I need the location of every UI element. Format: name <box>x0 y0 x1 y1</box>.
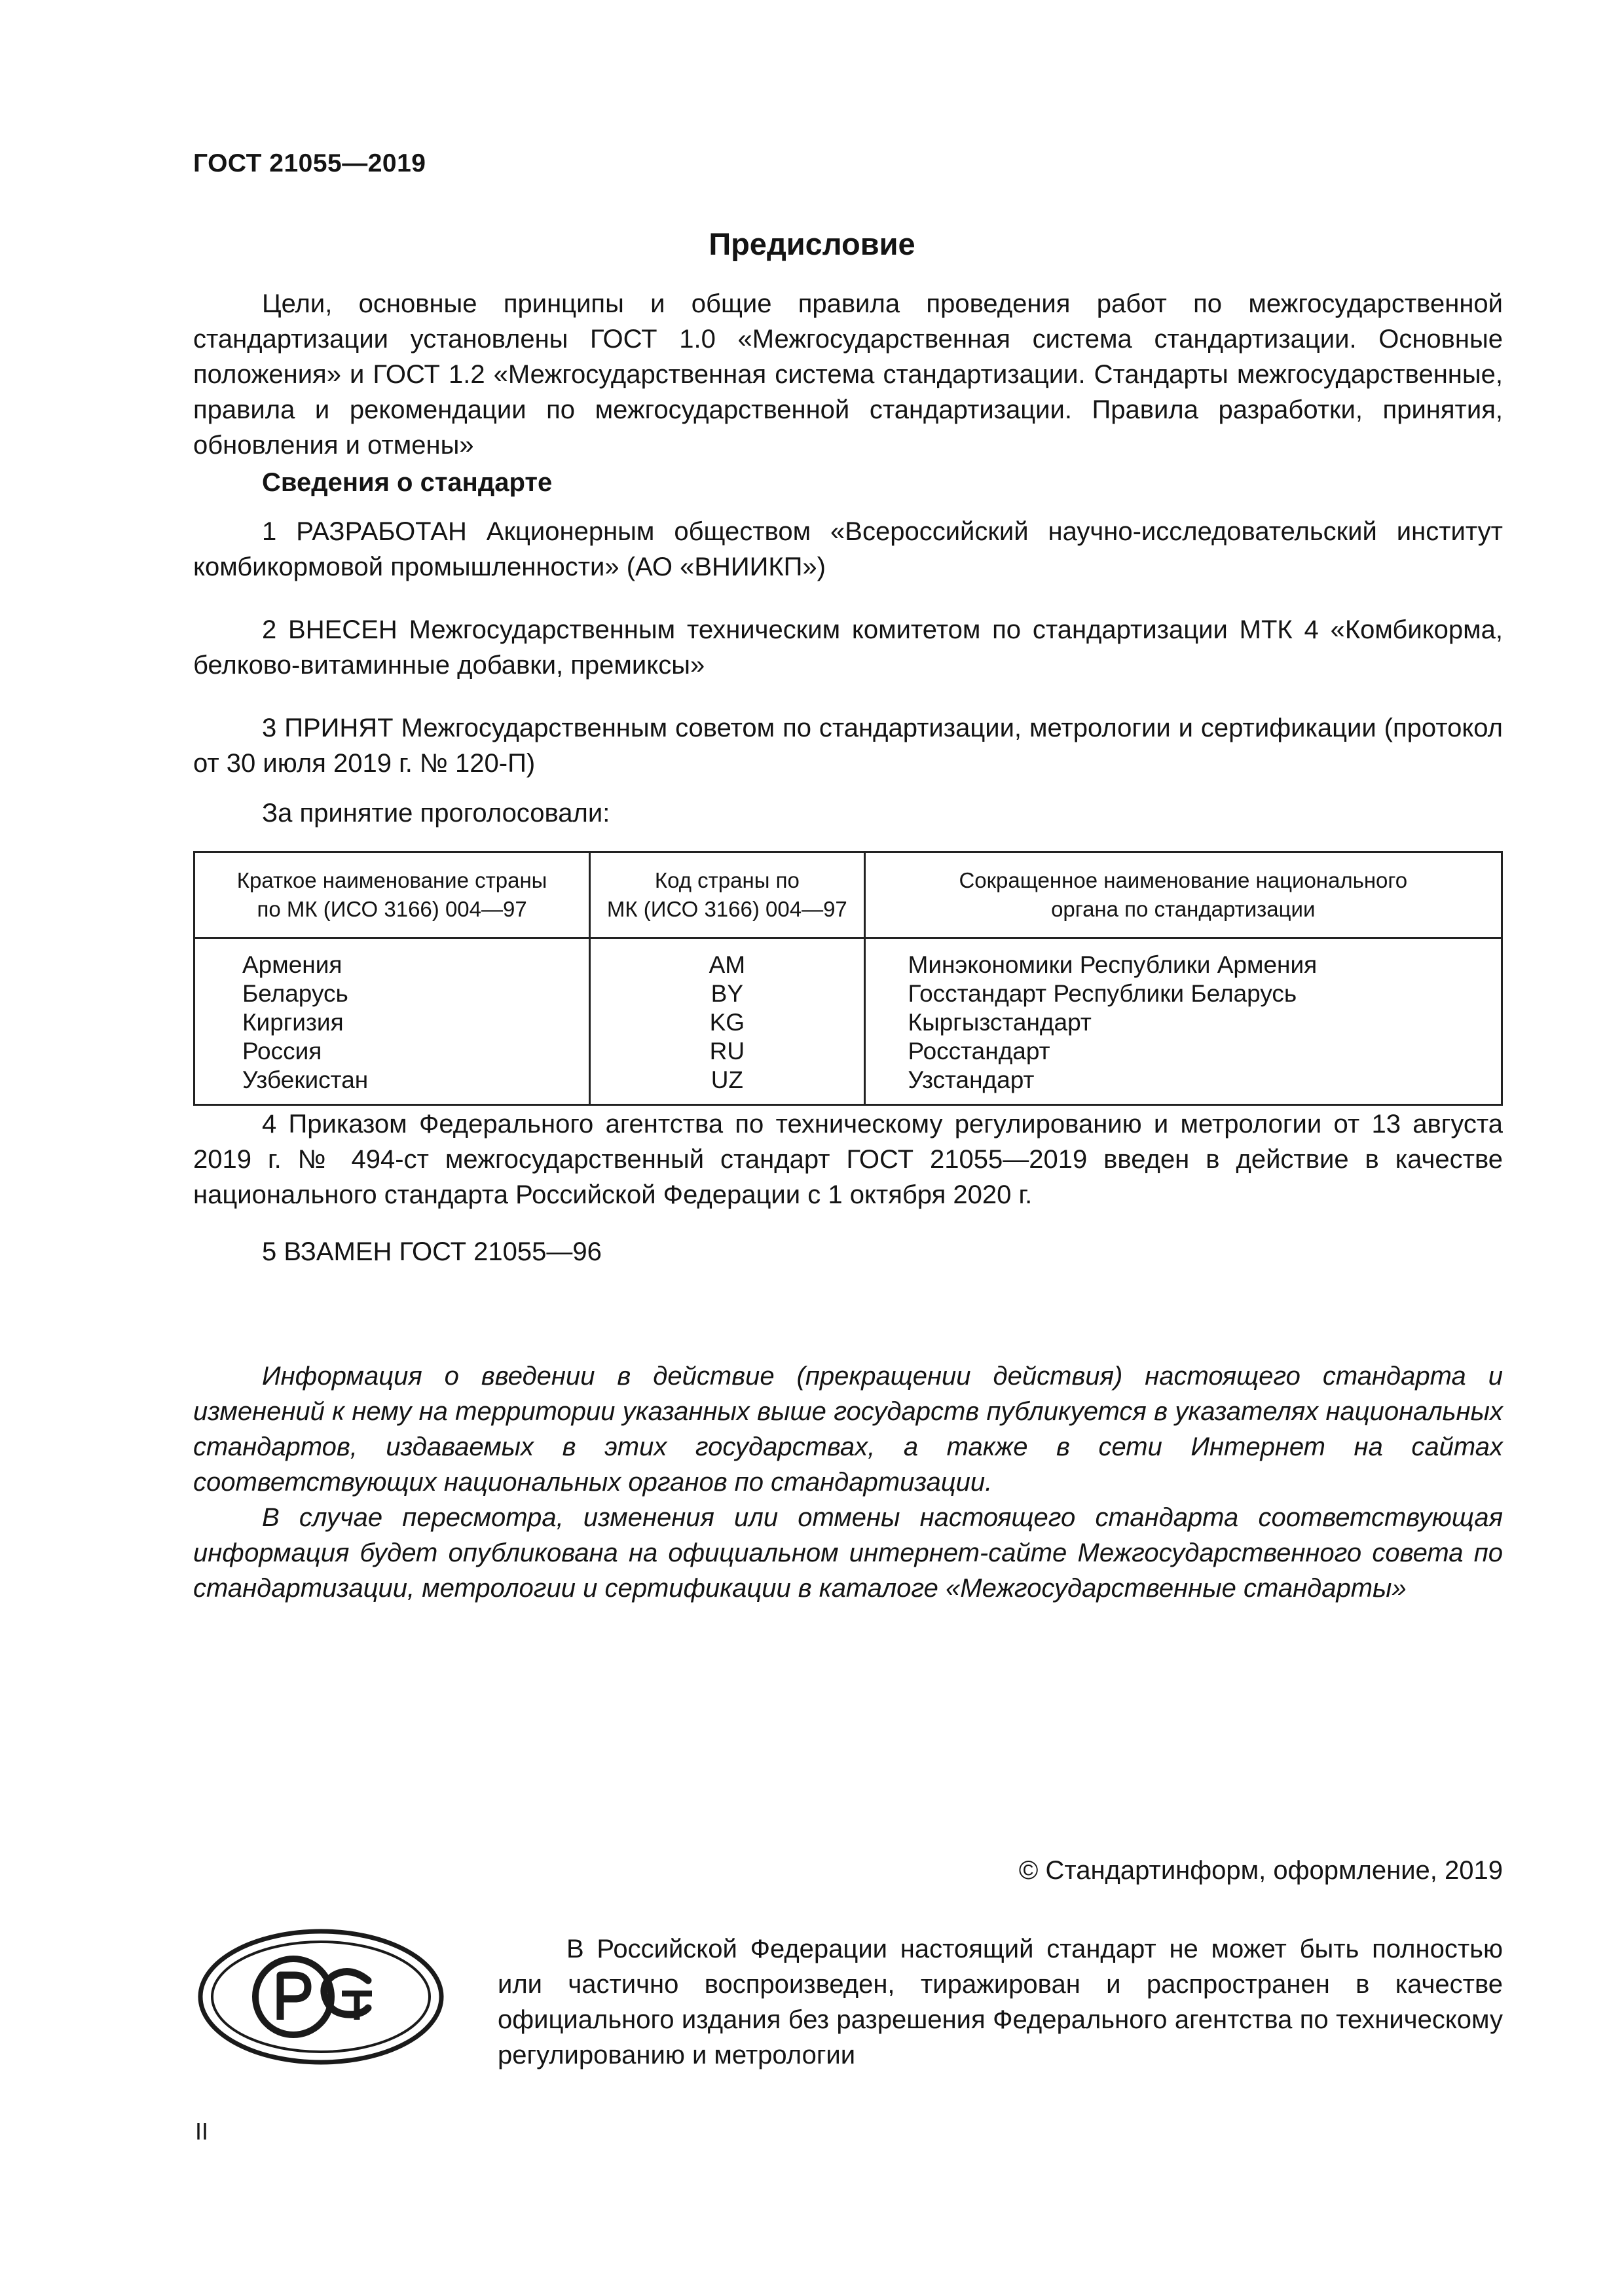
code-cell: BY <box>590 979 864 1008</box>
notice-revision: В случае пересмотра, изменения или отмены настоящего стандарта соответствующая информация будет опубликована на официальном интернет-сайте Межгосударственного совета по стандартизации, метрологии и сертификации в каталоге «Межгосударственные стандарты» <box>193 1503 1503 1603</box>
table-header-row <box>194 852 1502 938</box>
item-developed: 1 РАЗРАБОТАН Акционерным обществом «Всероссийский научно-исследовательский институт комбикормовой промышленности» (АО «ВНИИКП») <box>193 517 1503 581</box>
code-cell: RU <box>590 1037 864 1066</box>
copyright-line: © Стандартинформ, оформление, 2019 <box>1018 1856 1503 1885</box>
rights-notice: В Российской Федерации настоящий стандарт не может быть полностью или частично воспроизведен, тиражирован и распространен в качестве официального издания без разрешения Федерального агентства по техническому регулированию и метрологии <box>498 1935 1503 2069</box>
member-states-table <box>193 851 1503 1106</box>
country-cell: Киргизия <box>194 1008 590 1037</box>
organization-cell: Кыргызстандарт <box>864 1008 1502 1037</box>
header-organization: Сокращенное наименование национального органа по стандартизации <box>864 852 1502 938</box>
notice-publication: Информация о введении в действие (прекращении действия) настоящего стандарта и изменений к нему на территории указанных выше государств публикуется в указателях национальных стандартов, издаваемых в этих государствах, а также в сети Интернет на сайтах соответствующих национальных органов по стандартизации. <box>193 1362 1503 1497</box>
code-cell: KG <box>590 1008 864 1037</box>
organization-cell: Госстандарт Республики Беларусь <box>864 979 1502 1008</box>
header-code: Код страны по МК (ИСО 3166) 004—97 <box>590 852 864 938</box>
code-cell: AM <box>590 938 864 980</box>
rst-certification-mark-icon <box>196 1928 445 2066</box>
country-cell: Армения <box>194 938 590 980</box>
table-row <box>194 1008 1502 1037</box>
organization-cell: Минэкономики Республики Армения <box>864 938 1502 980</box>
vote-label: За принятие проголосовали: <box>262 799 610 828</box>
table-row <box>194 1037 1502 1066</box>
country-cell: Россия <box>194 1037 590 1066</box>
item-replaces: 5 ВЗАМЕН ГОСТ 21055—96 <box>262 1237 602 1266</box>
country-cell: Узбекистан <box>194 1066 590 1105</box>
document-number: ГОСТ 21055—2019 <box>193 149 426 177</box>
item-introduced: 2 ВНЕСЕН Межгосударственным техническим комитетом по стандартизации МТК 4 «Комбикорма, белково-витаминные добавки, премиксы» <box>193 615 1503 680</box>
page-title: Предисловие <box>709 227 915 261</box>
about-standard-heading: Сведения о стандарте <box>262 468 553 497</box>
item-order: 4 Приказом Федерального агентства по техническому регулированию и метрологии от 13 августа 2019 г. № 494-ст межгосударственный стандарт ГОСТ 21055—2019 введен в действие в качестве национального стандарта Российской Федерации с 1 октября 2020 г. <box>193 1110 1503 1209</box>
page-number: II <box>195 2118 209 2145</box>
table-row <box>194 938 1502 980</box>
table-row <box>194 979 1502 1008</box>
country-cell: Беларусь <box>194 979 590 1008</box>
organization-cell: Узстандарт <box>864 1066 1502 1105</box>
code-cell: UZ <box>590 1066 864 1105</box>
header-country: Краткое наименование страны по МК (ИСО 3166) 004—97 <box>194 852 590 938</box>
item-adopted: 3 ПРИНЯТ Межгосударственным советом по стандартизации, метрологии и сертификации (протокол от 30 июля 2019 г. № 120-П) <box>193 714 1503 778</box>
organization-cell: Росстандарт <box>864 1037 1502 1066</box>
intro-paragraph: Цели, основные принципы и общие правила проведения работ по межгосударственной стандартизации установлены ГОСТ 1.0 «Межгосударственная система стандартизации. Основные положения» и ГОСТ 1.2 «Межгосударственная система стандартизации. Стандарты межгосударственные, правила и рекомендации по межгосударственной стандартизации. Правила разработки, принятия, обновления и отмены» <box>193 289 1503 460</box>
table-row <box>194 1066 1502 1105</box>
